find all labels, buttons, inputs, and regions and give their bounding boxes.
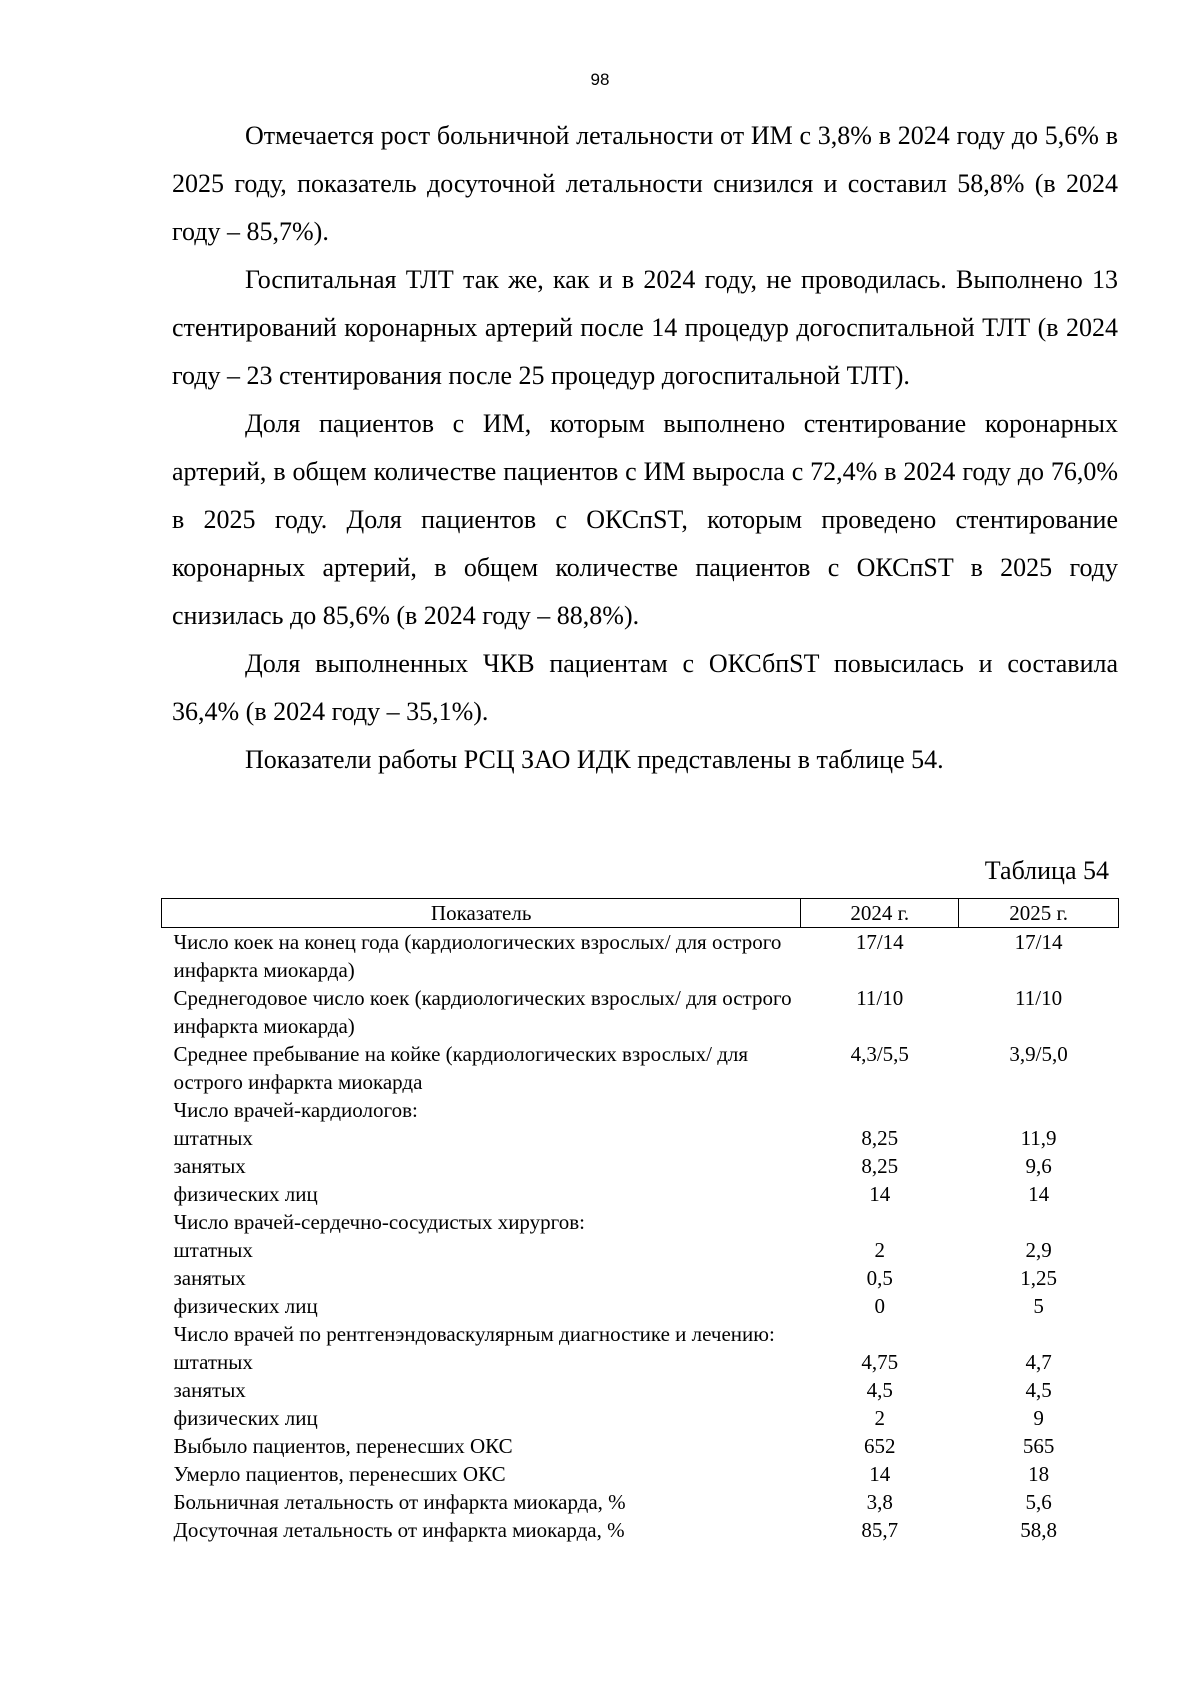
table-row <box>162 1152 1119 1180</box>
row-label: физических лиц <box>173 1182 318 1206</box>
table-body <box>162 928 1119 1545</box>
row-label: занятых <box>173 1154 246 1178</box>
header-2025: 2025 г. <box>959 899 1119 928</box>
header-2024: 2024 г. <box>801 899 959 928</box>
value-2025: 18 <box>1028 1462 1050 1486</box>
table-row <box>162 1516 1119 1544</box>
paragraph: Доля пациентов с ИМ, которым выполнено стентирование коронарных артерий, в общем количестве пациентов с ИМ выросла с 72,4% в 2024 году до 76,0% в 2025 году. Доля пациентов с ОКСпST, которым проведено стентирование коронарных артерий, в общем количестве пациентов с ОКСпST в 2025 году снизилась до 85,6% (в 2024 году – 88,8%). <box>172 409 1118 630</box>
value-2025: 2,9 <box>1025 1238 1052 1262</box>
table-row <box>162 1348 1119 1376</box>
page-number: 98 <box>590 70 610 89</box>
table-row <box>162 1292 1119 1320</box>
row-label: штатных <box>173 1238 253 1262</box>
value-2025: 565 <box>1022 1434 1055 1458</box>
value-2025: 4,7 <box>1025 1350 1052 1374</box>
value-2024: 14 <box>869 1462 891 1486</box>
value-2024: 8,25 <box>861 1126 899 1150</box>
row-label: штатных <box>173 1126 253 1150</box>
row-label: Среднегодовое число коек (кардиологических взрослых/ для острого инфаркта миокарда) <box>173 986 792 1038</box>
row-label: Досуточная летальность от инфаркта миокарда, % <box>173 1518 625 1542</box>
value-2024: 2 <box>874 1406 885 1430</box>
value-2024: 4,5 <box>866 1378 893 1402</box>
table-row <box>162 1180 1119 1208</box>
value-2024: 8,25 <box>861 1154 899 1178</box>
body-text <box>172 112 1118 784</box>
row-label: физических лиц <box>173 1294 318 1318</box>
value-2025: 58,8 <box>1020 1518 1057 1542</box>
table-row <box>162 1124 1119 1152</box>
row-label: Число врачей-кардиологов: <box>173 1098 418 1122</box>
value-2025: 5 <box>1033 1294 1044 1318</box>
row-label: Больничная летальность от инфаркта миокарда, % <box>173 1490 626 1514</box>
value-2024: 17/14 <box>855 930 904 954</box>
row-label: Умерло пациентов, перенесших ОКС <box>173 1462 506 1486</box>
value-2025: 9,6 <box>1025 1154 1052 1178</box>
table-row <box>162 1488 1119 1516</box>
value-2025 <box>959 1320 1119 1348</box>
header-indicator: Показатель <box>162 899 801 928</box>
row-label: штатных <box>173 1350 253 1374</box>
table-row <box>162 1208 1119 1236</box>
value-2025: 9 <box>1033 1406 1044 1430</box>
paragraph: Отмечается рост больничной летальности от ИМ с 3,8% в 2024 году до 5,6% в 2025 году, показатель досуточной летальности снизился и составил 58,8% (в 2024 году – 85,7%). <box>172 121 1118 246</box>
value-2024: 0,5 <box>866 1266 893 1290</box>
table-row <box>162 984 1119 1040</box>
value-2025: 5,6 <box>1025 1490 1052 1514</box>
value-2025 <box>959 1208 1119 1236</box>
paragraph: Госпитальная ТЛТ так же, как и в 2024 году, не проводилась. Выполнено 13 стентирований коронарных артерий после 14 процедур догоспитальной ТЛТ (в 2024 году – 23 стентирования после 25 процедур догоспитальной ТЛТ). <box>172 265 1118 390</box>
row-label: занятых <box>173 1378 246 1402</box>
table-header-row <box>162 899 1119 928</box>
value-2025: 11/10 <box>1015 986 1063 1010</box>
table-row <box>162 1404 1119 1432</box>
row-label: Выбыло пациентов, перенесших ОКС <box>173 1434 513 1458</box>
table-row <box>162 1320 1119 1348</box>
table-row <box>162 1264 1119 1292</box>
table-row <box>162 928 1119 985</box>
row-label: Число врачей-сердечно-сосудистых хирургов: <box>173 1210 585 1234</box>
row-label: Число врачей по рентгенэндоваскулярным диагностике и лечению: <box>173 1322 775 1346</box>
table-row <box>162 1096 1119 1124</box>
value-2025: 1,25 <box>1020 1266 1057 1290</box>
data-table <box>161 898 1119 1544</box>
table-row <box>162 1376 1119 1404</box>
paragraph: Доля выполненных ЧКВ пациентам с ОКСбпST повысилась и составила 36,4% (в 2024 году – 35,1%). <box>172 649 1118 726</box>
paragraph: Показатели работы РСЦ ЗАО ИДК представлены в таблице 54. <box>245 745 944 774</box>
value-2024: 3,8 <box>866 1490 893 1514</box>
value-2024: 652 <box>863 1434 896 1458</box>
value-2024: 2 <box>874 1238 885 1262</box>
value-2025: 11,9 <box>1020 1126 1057 1150</box>
value-2024: 4,75 <box>861 1350 899 1374</box>
table-row <box>162 1040 1119 1096</box>
value-2025: 17/14 <box>1014 930 1063 954</box>
value-2025: 4,5 <box>1025 1378 1052 1402</box>
value-2024: 4,3/5,5 <box>850 1042 909 1066</box>
table-row <box>162 1236 1119 1264</box>
table-row <box>162 1432 1119 1460</box>
table-row <box>162 1460 1119 1488</box>
value-2024: 14 <box>869 1182 891 1206</box>
value-2025: 3,9/5,0 <box>1009 1042 1068 1066</box>
row-label: Число коек на конец года (кардиологических взрослых/ для острого инфаркта миокарда) <box>173 930 782 982</box>
value-2025 <box>959 1096 1119 1124</box>
value-2024 <box>801 1096 959 1124</box>
row-label: Среднее пребывание на койке (кардиологических взрослых/ для острого инфаркта миокарда <box>173 1042 749 1094</box>
value-2024 <box>801 1320 959 1348</box>
value-2025: 14 <box>1028 1182 1050 1206</box>
table-caption: Таблица 54 <box>984 856 1109 885</box>
value-2024: 85,7 <box>861 1518 899 1542</box>
row-label: занятых <box>173 1266 246 1290</box>
value-2024: 0 <box>874 1294 885 1318</box>
row-label: физических лиц <box>173 1406 318 1430</box>
value-2024: 11/10 <box>856 986 904 1010</box>
value-2024 <box>801 1208 959 1236</box>
